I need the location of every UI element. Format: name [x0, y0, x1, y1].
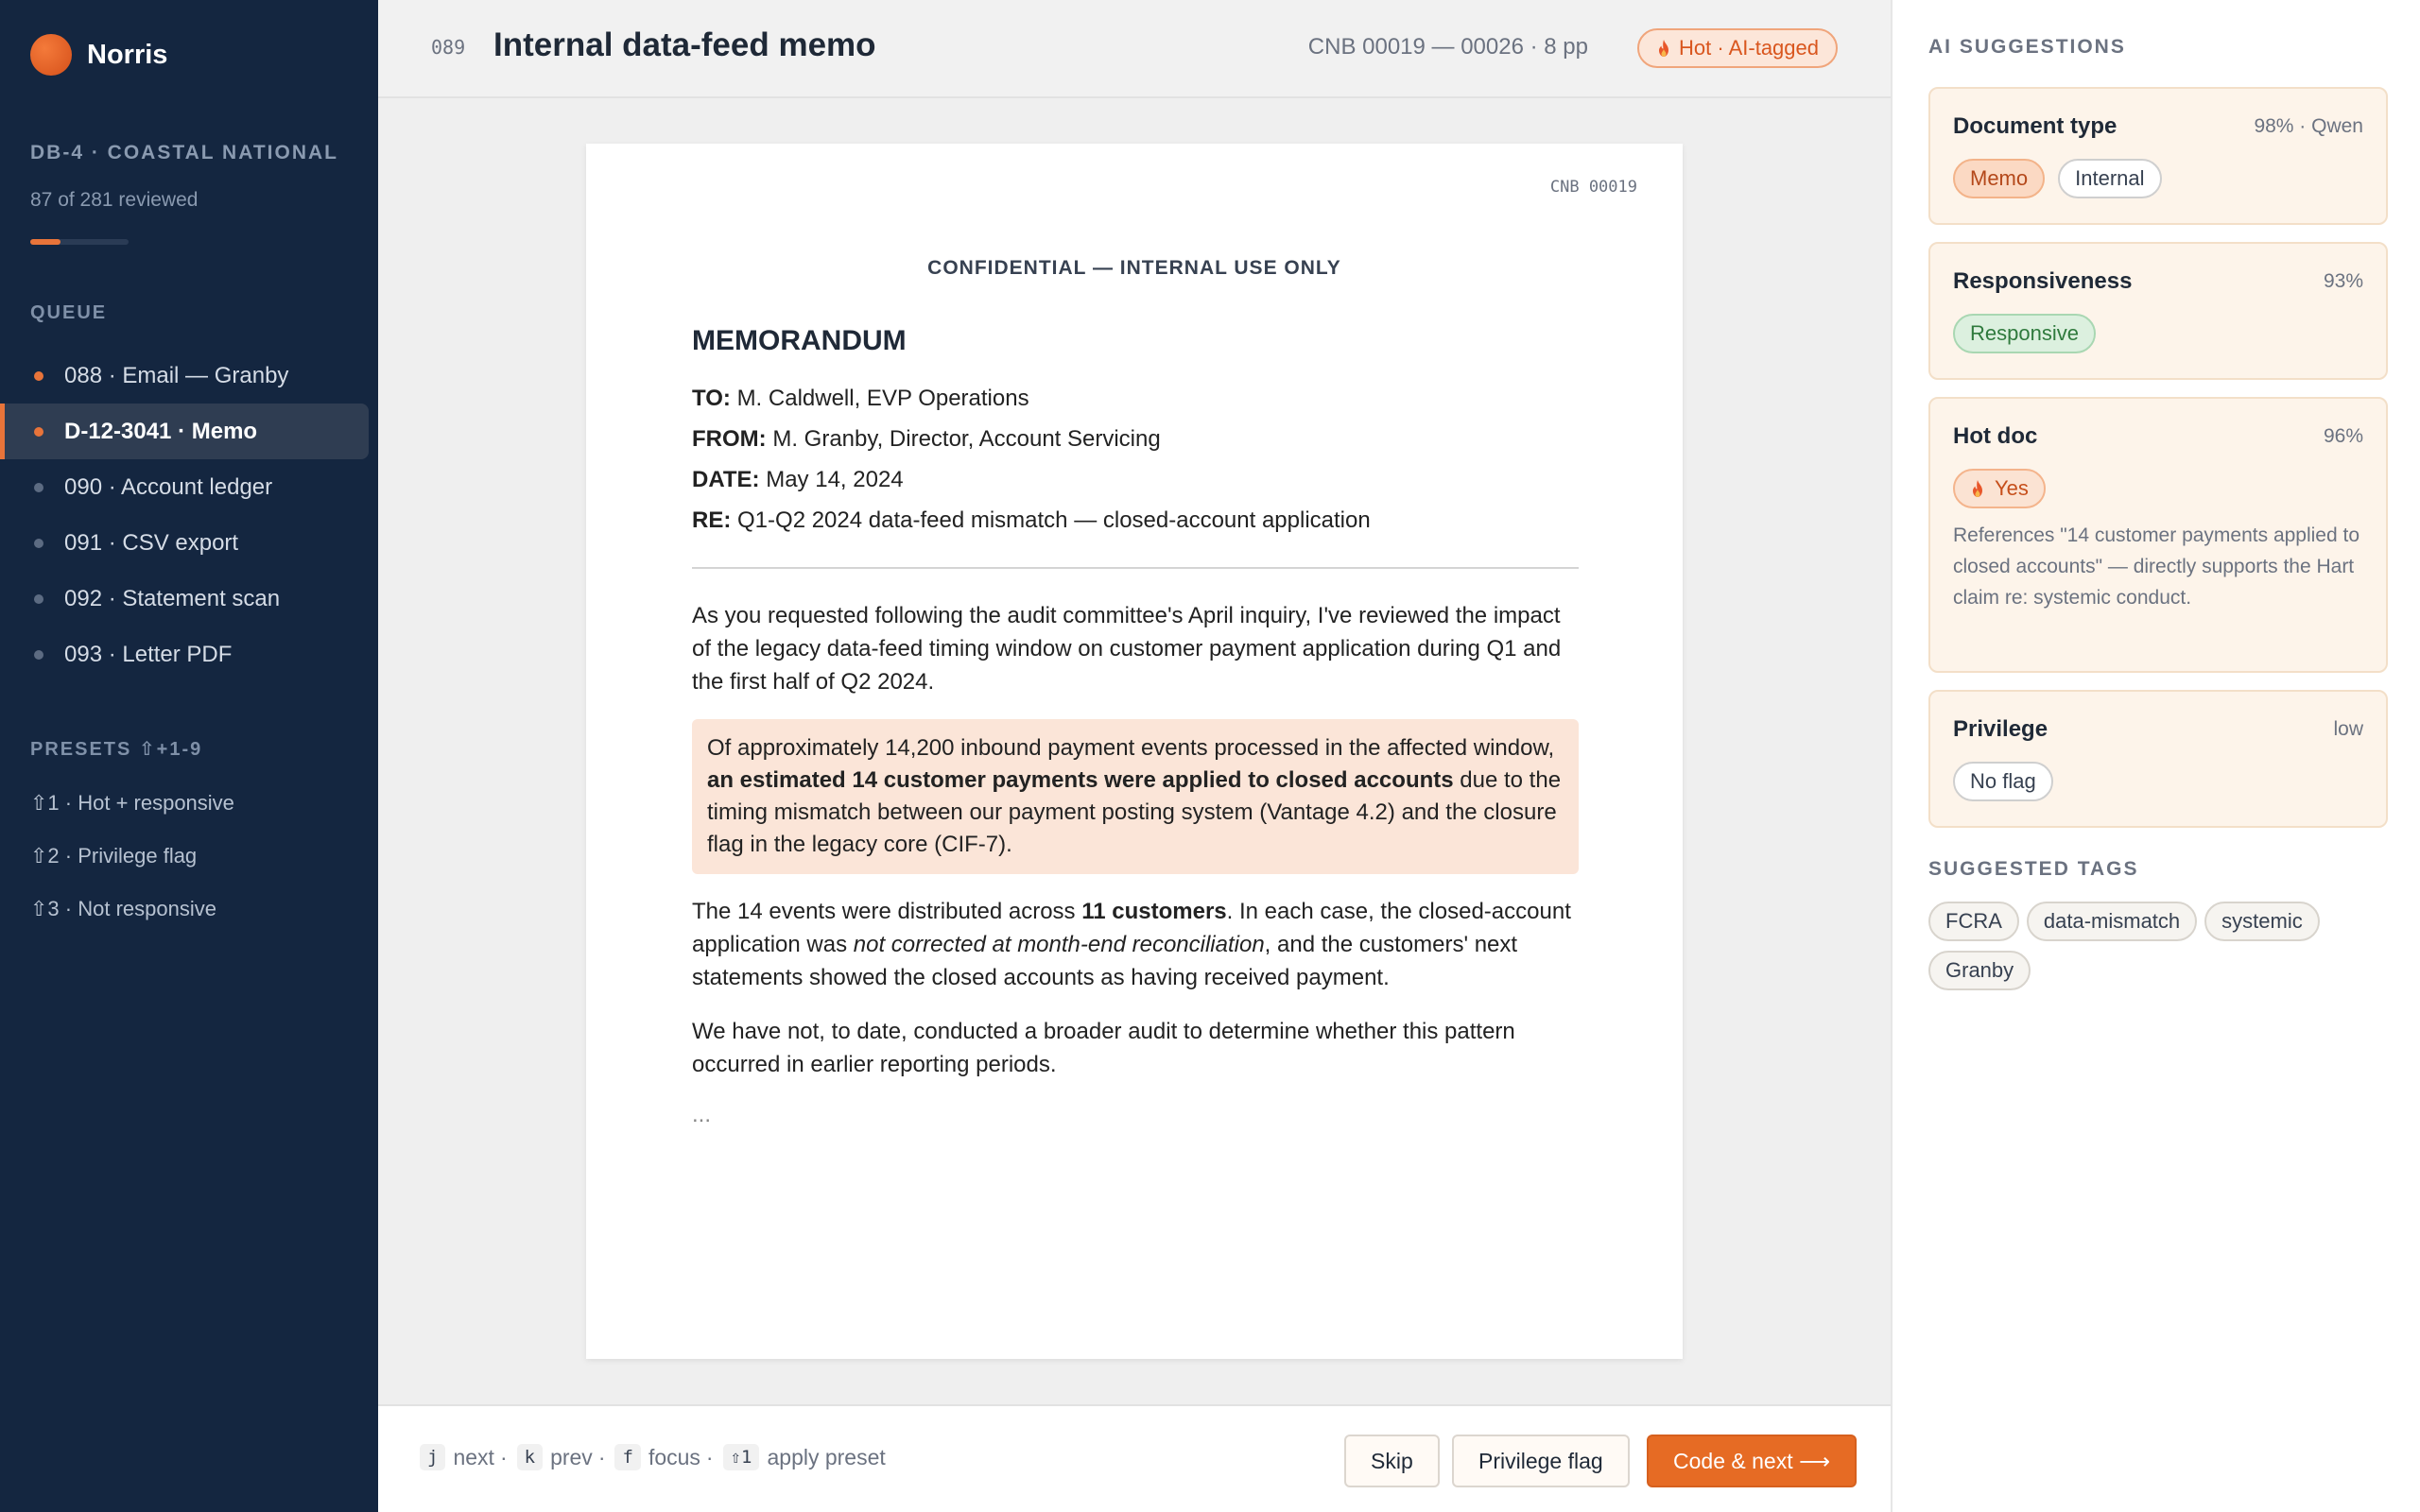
hot-doc-title: Hot doc — [1953, 423, 2038, 449]
sidebar — [0, 0, 378, 1512]
queue-item[interactable] — [0, 459, 378, 515]
hot-status-label: Hot · AI-tagged — [1679, 36, 1819, 60]
queue-item[interactable] — [0, 348, 378, 404]
queue-status-dot-icon — [34, 539, 43, 548]
memo-date-value: May 14, 2024 — [766, 467, 904, 492]
memo-to-value: M. Caldwell, EVP Operations — [736, 386, 1029, 411]
queue-item[interactable] — [0, 515, 378, 571]
bates-range: CNB 00019 — 00026 · 8 pp — [1307, 34, 1588, 60]
doc-type-confidence: 98% · Qwen — [2254, 115, 2363, 137]
review-progress-fill — [30, 239, 60, 245]
memo-continuation: ... — [692, 1102, 712, 1127]
shortcut-preset-label: apply preset — [767, 1444, 886, 1469]
preset-item[interactable]: ⇧3 · Not responsive — [30, 897, 216, 920]
queue-item-label: 088 · Email — Granby — [64, 362, 289, 388]
hot-status-badge[interactable] — [1637, 28, 1838, 68]
document-number: 089 — [431, 36, 466, 59]
matter-title: DB-4 · COASTAL NATIONAL — [30, 142, 338, 163]
confidential-banner: CONFIDENTIAL — INTERNAL USE ONLY — [927, 257, 1341, 279]
p2-text-bold: 11 customers — [1081, 899, 1227, 924]
queue-item-label: 093 · Letter PDF — [64, 641, 233, 667]
document-header — [378, 0, 1891, 98]
brand-logo-icon — [30, 34, 72, 76]
queue-item[interactable] — [0, 627, 378, 682]
highlighted-passage[interactable] — [692, 719, 1579, 874]
memo-to-label: TO: — [692, 386, 731, 411]
queue-item[interactable] — [0, 571, 378, 627]
brand[interactable] — [30, 34, 167, 76]
shortcut-separator: · — [597, 1444, 606, 1469]
queue-item-label: D-12-3041 · Memo — [64, 418, 258, 444]
queue-label: QUEUE — [30, 302, 108, 323]
privilege-title: Privilege — [1953, 716, 2048, 742]
queue-item[interactable] — [0, 404, 369, 459]
suggested-tag[interactable]: data-mismatch — [2027, 902, 2197, 941]
queue-list — [0, 348, 378, 682]
p2-text-c: . In each case, the closed-account application was — [692, 899, 1571, 957]
document-title: Internal data-feed memo — [493, 26, 876, 63]
memo-from — [692, 419, 1579, 459]
privilege-flag-button[interactable]: Privilege flag — [1452, 1435, 1630, 1487]
suggested-tags-title: SUGGESTED TAGS — [1928, 858, 2139, 880]
p2-text-e: , and the customers' next statements showed the closed accounts as having received payment. — [692, 932, 1518, 990]
preset-item[interactable]: ⇧1 · Hot + responsive — [30, 791, 234, 815]
shortcut-key-focus: f — [614, 1444, 640, 1470]
memo-re-label: RE: — [692, 507, 732, 533]
code-and-next-button[interactable]: Code & next ⟶ — [1647, 1435, 1857, 1487]
memo-from-value: M. Granby, Director, Account Servicing — [772, 426, 1161, 452]
flame-icon — [1656, 39, 1671, 58]
brand-name: Norris — [87, 39, 168, 70]
document-page — [586, 144, 1683, 1359]
suggested-tag[interactable]: FCRA — [1928, 902, 2019, 941]
memo-from-label: FROM: — [692, 426, 767, 452]
memo-body — [692, 325, 1579, 1128]
doc-type-title: Document type — [1953, 113, 2118, 139]
preset-item[interactable]: ⇧2 · Privilege flag — [30, 844, 198, 868]
privilege-confidence: low — [2333, 718, 2363, 740]
hot-doc-rationale: References "14 customer payments applied to closed accounts" — directly supports the Hart claim re: systemic conduct. — [1953, 524, 2360, 609]
p2-text-italic: not corrected at month-end reconciliation — [853, 932, 1265, 957]
shortcut-next-label: next — [453, 1444, 494, 1469]
highlight-text-bold: an estimated 14 customer payments were applied to closed accounts — [707, 767, 1454, 793]
hot-doc-card[interactable] — [1928, 397, 2388, 673]
responsiveness-title: Responsiveness — [1953, 268, 2133, 294]
review-progress-bar — [30, 239, 129, 245]
memo-date-label: DATE: — [692, 467, 760, 492]
queue-status-dot-icon — [34, 650, 43, 660]
shortcut-focus-label: focus — [648, 1444, 700, 1469]
shortcut-separator: · — [705, 1444, 714, 1469]
suggested-tag[interactable]: Granby — [1928, 951, 2031, 990]
responsive-chip[interactable]: Responsive — [1953, 314, 2096, 353]
p2-text-a: The 14 events were distributed across — [692, 899, 1082, 924]
memo-divider — [692, 567, 1579, 569]
shortcut-key-next: j — [420, 1444, 445, 1470]
queue-status-dot-icon — [34, 427, 43, 437]
responsiveness-card[interactable] — [1928, 242, 2388, 380]
memo-re-value: Q1-Q2 2024 data-feed mismatch — closed-account application — [737, 507, 1371, 533]
suggested-tag[interactable]: systemic — [2204, 902, 2320, 941]
hot-doc-confidence: 96% — [2323, 425, 2363, 447]
highlight-text-c: due to the timing mismatch between our payment posting system (Vantage 4.2) and the closure flag in the legacy core (CIF-7). — [707, 767, 1562, 857]
ai-suggestions-title: AI SUGGESTIONS — [1928, 36, 2126, 58]
review-progress-text: 87 of 281 reviewed — [30, 189, 199, 211]
hot-yes-chip[interactable] — [1953, 469, 2046, 508]
memo-re — [692, 500, 1579, 541]
shortcut-key-preset: ⇧1 — [723, 1444, 760, 1470]
flame-icon — [1970, 479, 1985, 498]
memo-paragraph-2 — [692, 895, 1579, 994]
memo-to — [692, 378, 1579, 419]
queue-status-dot-icon — [34, 483, 43, 492]
privilege-card[interactable] — [1928, 690, 2388, 828]
queue-item-label: 092 · Statement scan — [64, 585, 281, 611]
shortcut-separator: · — [499, 1444, 508, 1469]
skip-button[interactable]: Skip — [1344, 1435, 1440, 1487]
queue-status-dot-icon — [34, 594, 43, 604]
responsiveness-confidence: 93% — [2323, 270, 2363, 292]
queue-item-label: 091 · CSV export — [64, 529, 239, 556]
memo-heading: MEMORANDUM — [692, 325, 907, 356]
presets-label: PRESETS ⇧+1-9 — [30, 739, 203, 760]
shortcut-prev-label: prev — [550, 1444, 593, 1469]
ai-suggestions-panel — [1891, 0, 2420, 1512]
shortcut-key-prev: k — [517, 1444, 543, 1470]
memo-paragraph-3: We have not, to date, conducted a broader audit to determine whether this pattern occurred in earlier reporting periods. — [692, 1019, 1515, 1077]
memo-date — [692, 459, 1579, 500]
hot-yes-label: Yes — [1995, 476, 2029, 500]
action-bar — [378, 1404, 1891, 1512]
memo-paragraph-1: As you requested following the audit committee's April inquiry, I've reviewed the impact of the legacy data-feed timing window on customer payment application during Q1 and the first half of Q2 2024. — [692, 603, 1562, 695]
page-bates-stamp: CNB 00019 — [1549, 178, 1637, 197]
doc-type-card[interactable] — [1928, 87, 2388, 225]
suggested-tags — [1928, 902, 2388, 990]
queue-item-label: 090 · Account ledger — [64, 473, 273, 500]
queue-status-dot-icon — [34, 371, 43, 381]
keyboard-shortcuts — [420, 1444, 886, 1470]
doc-type-chip-internal[interactable]: Internal — [2058, 159, 2161, 198]
highlight-text-a: Of approximately 14,200 inbound payment events processed in the affected window, — [707, 735, 1555, 761]
doc-type-chip-memo[interactable]: Memo — [1953, 159, 2045, 198]
presets-list — [30, 777, 234, 936]
no-flag-chip[interactable]: No flag — [1953, 762, 2053, 801]
document-viewer[interactable] — [378, 98, 1891, 1404]
